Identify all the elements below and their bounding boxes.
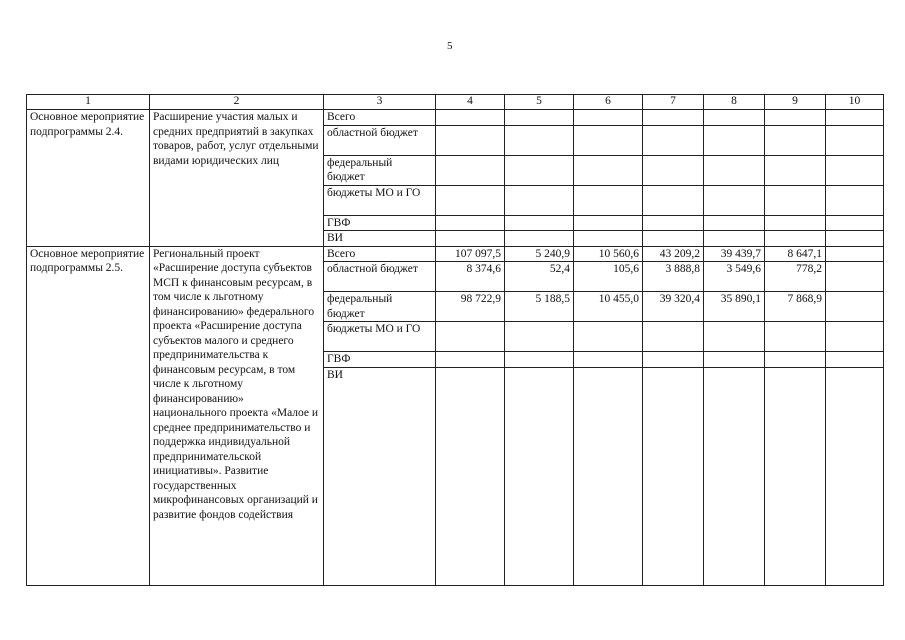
value-cell [765,155,826,185]
value-cell [704,231,765,247]
value-cell [505,215,574,231]
value-cell [436,367,505,585]
value-cell [574,110,643,126]
value-cell [765,231,826,247]
value-cell: 3 888,8 [643,262,704,292]
value-cell [704,155,765,185]
value-cell [505,185,574,215]
value-cell [436,231,505,247]
value-cell: 5 188,5 [505,292,574,322]
value-cell: 8 374,6 [436,262,505,292]
value-cell: 3 549,6 [704,262,765,292]
value-cell [505,231,574,247]
value-cell [505,352,574,368]
value-cell [643,185,704,215]
col-header-7: 7 [643,95,704,110]
measure-name: Основное мероприятие подпрограммы 2.5. [27,246,150,585]
value-cell: 10 560,6 [574,246,643,262]
funding-source: бюджеты МО и ГО [324,322,436,352]
funding-source: ВИ [324,367,436,585]
value-cell [574,215,643,231]
col-header-3: 3 [324,95,436,110]
value-cell [643,215,704,231]
value-cell [826,262,884,292]
table-row [27,246,884,262]
value-cell [436,110,505,126]
value-cell [643,155,704,185]
col-header-8: 8 [704,95,765,110]
value-cell [704,215,765,231]
value-cell [704,367,765,585]
value-cell [574,155,643,185]
value-cell [574,185,643,215]
value-cell [436,155,505,185]
value-cell: 39 439,7 [704,246,765,262]
value-cell [704,110,765,126]
value-cell [574,125,643,155]
value-cell: 7 868,9 [765,292,826,322]
value-cell [765,322,826,352]
value-cell [574,352,643,368]
value-cell [826,322,884,352]
value-cell: 35 890,1 [704,292,765,322]
value-cell: 105,6 [574,262,643,292]
table-row [27,110,884,126]
value-cell [505,110,574,126]
value-cell [826,367,884,585]
col-header-10: 10 [826,95,884,110]
measure-description: Региональный проект «Расширение доступа субъектов МСП к финансовым ресурсам, в том числе к льготному финансированию» федерального проекта «Расширение доступа субъектов малого и среднего предпринимательства к финансовым ресурсам, в том числе к льготному финансированию» национального проекта «Малое и среднее предпринимательство и поддержка индивидуальной предпринимательской инициативы». Развитие государственных микрофинансовых организаций и развитие фондов содействия [150,246,324,585]
value-cell [826,125,884,155]
funding-source: ГВФ [324,215,436,231]
value-cell [765,185,826,215]
value-cell [505,322,574,352]
value-cell: 43 209,2 [643,246,704,262]
value-cell: 98 722,9 [436,292,505,322]
value-cell: 778,2 [765,262,826,292]
col-header-9: 9 [765,95,826,110]
value-cell [574,367,643,585]
value-cell [704,185,765,215]
col-header-6: 6 [574,95,643,110]
value-cell [436,352,505,368]
value-cell: 5 240,9 [505,246,574,262]
funding-source: Всего [324,246,436,262]
value-cell [826,292,884,322]
value-cell: 10 455,0 [574,292,643,322]
col-header-2: 2 [150,95,324,110]
funding-source: бюджеты МО и ГО [324,185,436,215]
value-cell [826,185,884,215]
value-cell [574,322,643,352]
value-cell [826,155,884,185]
value-cell [643,110,704,126]
value-cell [643,352,704,368]
value-cell [436,322,505,352]
value-cell: 8 647,1 [765,246,826,262]
value-cell: 52,4 [505,262,574,292]
value-cell [436,185,505,215]
value-cell [765,125,826,155]
value-cell: 39 320,4 [643,292,704,322]
value-cell [765,352,826,368]
measure-name: Основное мероприятие подпрограммы 2.4. [27,110,150,247]
funding-source: федеральный бюджет [324,292,436,322]
value-cell [643,231,704,247]
measure-description: Расширение участия малых и средних предприятий в закупках товаров, работ, услуг отдельными видами юридических лиц [150,110,324,247]
header-row [27,95,884,110]
value-cell [826,231,884,247]
value-cell [826,246,884,262]
value-cell [643,125,704,155]
value-cell [826,352,884,368]
value-cell [505,125,574,155]
funding-source: ВИ [324,231,436,247]
value-cell [436,125,505,155]
value-cell [765,367,826,585]
value-cell [436,215,505,231]
col-header-4: 4 [436,95,505,110]
col-header-5: 5 [505,95,574,110]
value-cell: 107 097,5 [436,246,505,262]
funding-source: областной бюджет [324,262,436,292]
value-cell [765,110,826,126]
funding-source: федеральный бюджет [324,155,436,185]
funding-source: областной бюджет [324,125,436,155]
value-cell [704,352,765,368]
budget-table [26,94,884,586]
funding-source: ГВФ [324,352,436,368]
funding-source: Всего [324,110,436,126]
value-cell [826,110,884,126]
value-cell [704,322,765,352]
value-cell [704,125,765,155]
value-cell [765,215,826,231]
col-header-1: 1 [27,95,150,110]
value-cell [826,215,884,231]
value-cell [505,367,574,585]
value-cell [643,322,704,352]
value-cell [574,231,643,247]
value-cell [643,367,704,585]
value-cell [505,155,574,185]
page-number: 5 [447,40,453,52]
